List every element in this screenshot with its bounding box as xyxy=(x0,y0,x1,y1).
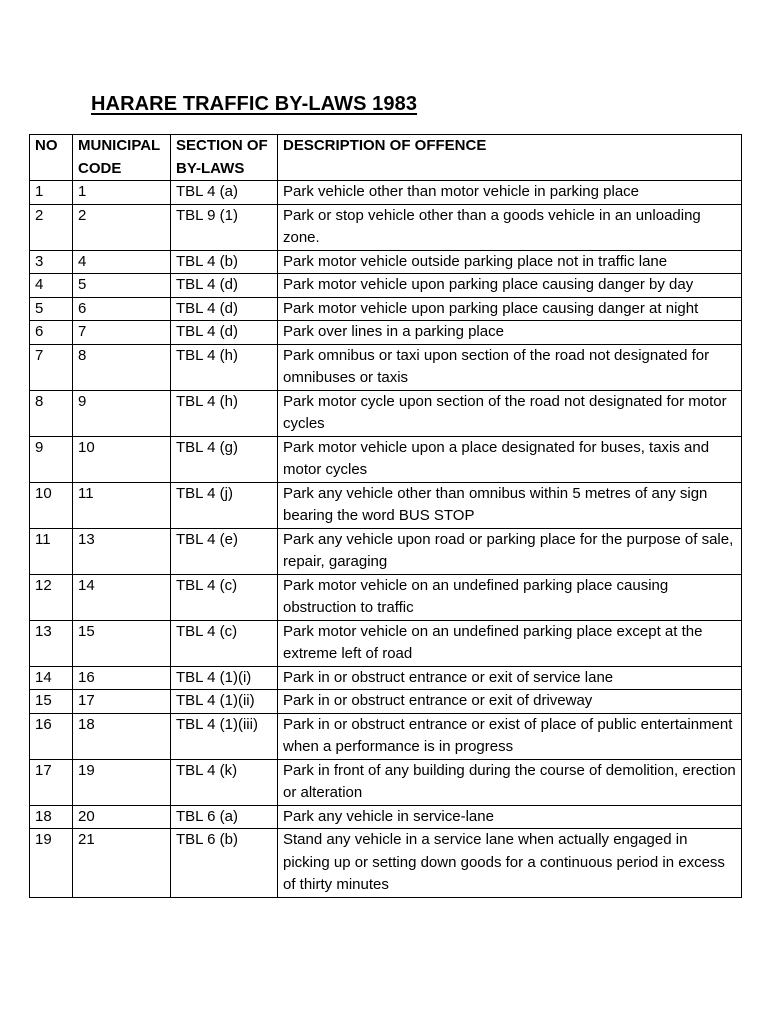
table-row xyxy=(30,666,742,690)
cell-no: 11 xyxy=(30,528,73,574)
cell-municipal-code: 2 xyxy=(73,204,171,250)
header-section-line1: SECTION OF xyxy=(176,137,268,154)
cell-no: 15 xyxy=(30,690,73,714)
cell-section: TBL 4 (1)(iii) xyxy=(171,713,278,759)
cell-municipal-code: 21 xyxy=(73,829,171,898)
cell-description: Park omnibus or taxi upon section of the road not designated for omnibuses or taxis xyxy=(278,344,742,390)
header-no-label: NO xyxy=(35,137,58,154)
cell-municipal-code: 5 xyxy=(73,274,171,298)
cell-description: Park in or obstruct entrance or exist of place of public entertainment when a performance is in progress xyxy=(278,713,742,759)
cell-no: 7 xyxy=(30,344,73,390)
cell-municipal-code: 7 xyxy=(73,321,171,345)
header-code-line2: CODE xyxy=(78,159,122,177)
cell-municipal-code: 11 xyxy=(73,482,171,528)
cell-section: TBL 4 (k) xyxy=(171,759,278,805)
cell-description: Park motor vehicle outside parking place not in traffic lane xyxy=(278,250,742,274)
cell-no: 13 xyxy=(30,620,73,666)
cell-description: Park vehicle other than motor vehicle in parking place xyxy=(278,181,742,205)
cell-section: TBL 4 (d) xyxy=(171,321,278,345)
header-code-line1: MUNICIPAL xyxy=(78,137,161,154)
table-row xyxy=(30,204,742,250)
cell-municipal-code: 14 xyxy=(73,574,171,620)
cell-no: 14 xyxy=(30,666,73,690)
cell-section: TBL 4 (d) xyxy=(171,297,278,321)
cell-no: 2 xyxy=(30,204,73,250)
cell-section: TBL 4 (j) xyxy=(171,482,278,528)
cell-section: TBL 4 (g) xyxy=(171,436,278,482)
cell-section: TBL 9 (1) xyxy=(171,204,278,250)
cell-description: Park motor vehicle upon parking place causing danger by day xyxy=(278,274,742,298)
cell-no: 16 xyxy=(30,713,73,759)
cell-no: 6 xyxy=(30,321,73,345)
cell-section: TBL 4 (1)(i) xyxy=(171,666,278,690)
cell-no: 19 xyxy=(30,829,73,898)
cell-no: 18 xyxy=(30,805,73,829)
table-header-row xyxy=(30,135,742,181)
table-row xyxy=(30,759,742,805)
cell-municipal-code: 15 xyxy=(73,620,171,666)
cell-municipal-code: 9 xyxy=(73,390,171,436)
cell-description: Park over lines in a parking place xyxy=(278,321,742,345)
cell-description: Park or stop vehicle other than a goods vehicle in an unloading zone. xyxy=(278,204,742,250)
header-section-line2: BY-LAWS xyxy=(176,159,245,177)
cell-description: Park motor vehicle on an undefined parking place causing obstruction to traffic xyxy=(278,574,742,620)
cell-section: TBL 4 (1)(ii) xyxy=(171,690,278,714)
cell-municipal-code: 4 xyxy=(73,250,171,274)
cell-no: 12 xyxy=(30,574,73,620)
cell-municipal-code: 20 xyxy=(73,805,171,829)
table-row xyxy=(30,297,742,321)
table-row xyxy=(30,574,742,620)
cell-municipal-code: 1 xyxy=(73,181,171,205)
cell-municipal-code: 10 xyxy=(73,436,171,482)
table-row xyxy=(30,250,742,274)
cell-municipal-code: 17 xyxy=(73,690,171,714)
table-row xyxy=(30,620,742,666)
cell-section: TBL 4 (c) xyxy=(171,574,278,620)
cell-description: Stand any vehicle in a service lane when actually engaged in picking up or setting down goods for a continuous period in excess of thirty minutes xyxy=(278,829,742,898)
cell-no: 3 xyxy=(30,250,73,274)
cell-no: 5 xyxy=(30,297,73,321)
table-row xyxy=(30,528,742,574)
table-row xyxy=(30,829,742,898)
cell-section: TBL 4 (h) xyxy=(171,344,278,390)
cell-municipal-code: 13 xyxy=(73,528,171,574)
cell-description: Park any vehicle upon road or parking place for the purpose of sale, repair, garaging xyxy=(278,528,742,574)
cell-section: TBL 4 (h) xyxy=(171,390,278,436)
cell-description: Park in or obstruct entrance or exit of service lane xyxy=(278,666,742,690)
cell-section: TBL 4 (c) xyxy=(171,620,278,666)
table-row xyxy=(30,690,742,714)
cell-section: TBL 4 (e) xyxy=(171,528,278,574)
cell-no: 4 xyxy=(30,274,73,298)
cell-municipal-code: 18 xyxy=(73,713,171,759)
table-row xyxy=(30,344,742,390)
table-row xyxy=(30,713,742,759)
cell-no: 17 xyxy=(30,759,73,805)
offence-table xyxy=(29,134,742,898)
cell-description: Park motor vehicle upon parking place causing danger at night xyxy=(278,297,742,321)
table-row xyxy=(30,390,742,436)
cell-section: TBL 4 (a) xyxy=(171,181,278,205)
table-row xyxy=(30,181,742,205)
header-no xyxy=(30,135,73,181)
cell-municipal-code: 6 xyxy=(73,297,171,321)
table-row xyxy=(30,321,742,345)
cell-description: Park in front of any building during the course of demolition, erection or alteration xyxy=(278,759,742,805)
cell-description: Park motor cycle upon section of the road not designated for motor cycles xyxy=(278,390,742,436)
cell-section: TBL 6 (a) xyxy=(171,805,278,829)
cell-no: 8 xyxy=(30,390,73,436)
table-row xyxy=(30,436,742,482)
table-row xyxy=(30,482,742,528)
table-row xyxy=(30,274,742,298)
cell-description: Park motor vehicle upon a place designated for buses, taxis and motor cycles xyxy=(278,436,742,482)
cell-description: Park motor vehicle on an undefined parking place except at the extreme left of road xyxy=(278,620,742,666)
header-description xyxy=(278,135,742,181)
cell-description: Park any vehicle other than omnibus within 5 metres of any sign bearing the word BUS STOP xyxy=(278,482,742,528)
cell-section: TBL 6 (b) xyxy=(171,829,278,898)
header-municipal-code xyxy=(73,135,171,181)
header-description-label: DESCRIPTION OF OFFENCE xyxy=(283,137,487,154)
table-row xyxy=(30,805,742,829)
cell-section: TBL 4 (b) xyxy=(171,250,278,274)
cell-municipal-code: 19 xyxy=(73,759,171,805)
cell-section: TBL 4 (d) xyxy=(171,274,278,298)
cell-no: 10 xyxy=(30,482,73,528)
cell-description: Park in or obstruct entrance or exit of driveway xyxy=(278,690,742,714)
cell-municipal-code: 16 xyxy=(73,666,171,690)
cell-municipal-code: 8 xyxy=(73,344,171,390)
cell-no: 9 xyxy=(30,436,73,482)
table-body xyxy=(30,181,742,898)
cell-description: Park any vehicle in service-lane xyxy=(278,805,742,829)
page-title: HARARE TRAFFIC BY-LAWS 1983 xyxy=(91,93,418,115)
cell-no: 1 xyxy=(30,181,73,205)
header-section xyxy=(171,135,278,181)
